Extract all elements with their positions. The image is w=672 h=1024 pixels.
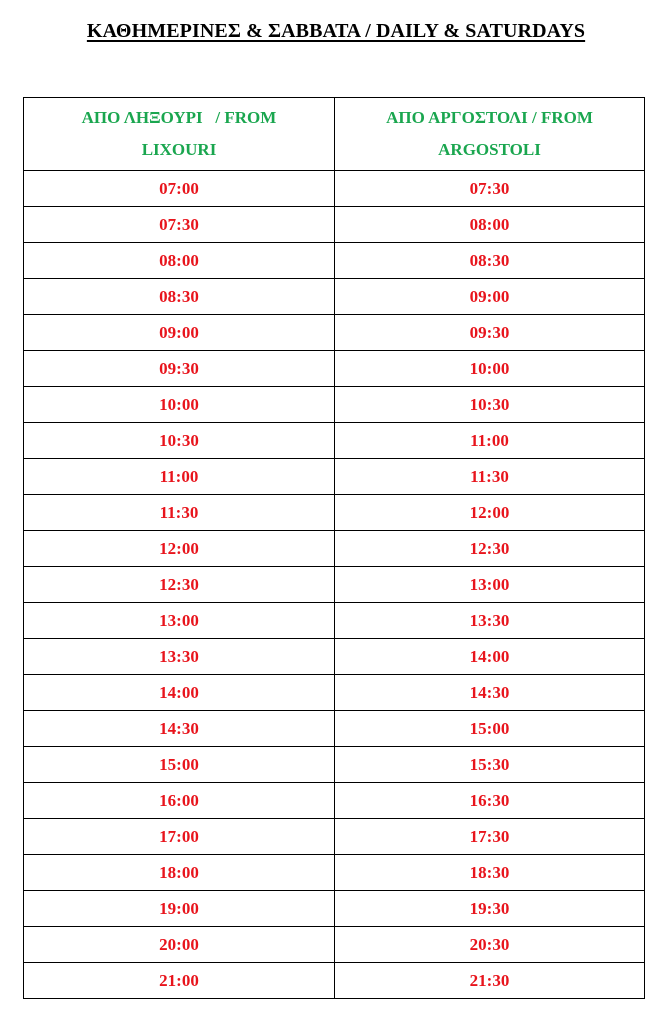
table-row <box>24 207 645 243</box>
departure-lixouri-cell: 10:30 <box>24 423 335 459</box>
departure-lixouri-cell: 18:00 <box>24 855 335 891</box>
departure-lixouri-cell: 11:30 <box>24 495 335 531</box>
departure-argostoli-cell: 10:00 <box>335 351 645 387</box>
departure-argostoli-cell: 18:30 <box>335 855 645 891</box>
departure-argostoli-cell: 14:30 <box>335 675 645 711</box>
column-header-line: ΑΠΟ ΑΡΓΟΣΤΟΛΙ / FROM <box>386 108 593 127</box>
departure-lixouri-cell: 12:00 <box>24 531 335 567</box>
departure-argostoli-cell: 09:30 <box>335 315 645 351</box>
table-row <box>24 819 645 855</box>
table-row <box>24 783 645 819</box>
table-row <box>24 675 645 711</box>
table-row <box>24 603 645 639</box>
table-row <box>24 315 645 351</box>
departure-argostoli-cell: 16:30 <box>335 783 645 819</box>
table-row <box>24 855 645 891</box>
table-row <box>24 423 645 459</box>
departure-argostoli-cell: 07:30 <box>335 171 645 207</box>
departure-argostoli-cell: 21:30 <box>335 963 645 999</box>
departure-argostoli-cell: 14:00 <box>335 639 645 675</box>
departure-argostoli-cell: 12:00 <box>335 495 645 531</box>
departure-lixouri-cell: 19:00 <box>24 891 335 927</box>
departure-argostoli-cell: 12:30 <box>335 531 645 567</box>
departure-lixouri-cell: 10:00 <box>24 387 335 423</box>
table-row <box>24 243 645 279</box>
departure-argostoli-cell: 08:00 <box>335 207 645 243</box>
departure-lixouri-cell: 14:00 <box>24 675 335 711</box>
departure-lixouri-cell: 16:00 <box>24 783 335 819</box>
departure-lixouri-cell: 08:30 <box>24 279 335 315</box>
column-header-line: LIXOURI <box>141 140 217 159</box>
table-row <box>24 351 645 387</box>
column-header-line: ΑΠΟ ΛΗΞΟΥΡΙ / FROM <box>81 108 277 127</box>
table-header-row <box>24 98 645 171</box>
departure-lixouri-cell: 13:30 <box>24 639 335 675</box>
table-row <box>24 927 645 963</box>
table-row <box>24 279 645 315</box>
departure-argostoli-cell: 09:00 <box>335 279 645 315</box>
departure-lixouri-cell: 09:30 <box>24 351 335 387</box>
table-row <box>24 495 645 531</box>
departure-lixouri-cell: 20:00 <box>24 927 335 963</box>
column-header-from-lixouri <box>24 98 335 171</box>
departure-lixouri-cell: 07:30 <box>24 207 335 243</box>
departure-argostoli-cell: 13:30 <box>335 603 645 639</box>
departure-lixouri-cell: 07:00 <box>24 171 335 207</box>
departure-argostoli-cell: 10:30 <box>335 387 645 423</box>
table-row <box>24 531 645 567</box>
table-row <box>24 387 645 423</box>
departure-lixouri-cell: 08:00 <box>24 243 335 279</box>
table-row <box>24 747 645 783</box>
departure-argostoli-cell: 17:30 <box>335 819 645 855</box>
departure-argostoli-cell: 20:30 <box>335 927 645 963</box>
departure-argostoli-cell: 11:00 <box>335 423 645 459</box>
column-header-line: ARGOSTOLI <box>438 140 541 159</box>
column-header-from-argostoli <box>335 98 645 171</box>
departure-argostoli-cell: 15:00 <box>335 711 645 747</box>
departure-lixouri-cell: 21:00 <box>24 963 335 999</box>
table-row <box>24 963 645 999</box>
departure-lixouri-cell: 11:00 <box>24 459 335 495</box>
departure-lixouri-cell: 09:00 <box>24 315 335 351</box>
departure-argostoli-cell: 08:30 <box>335 243 645 279</box>
departure-lixouri-cell: 13:00 <box>24 603 335 639</box>
table-row <box>24 567 645 603</box>
schedule-body <box>24 171 645 999</box>
departure-lixouri-cell: 17:00 <box>24 819 335 855</box>
departure-argostoli-cell: 13:00 <box>335 567 645 603</box>
table-row <box>24 171 645 207</box>
table-row <box>24 711 645 747</box>
departure-lixouri-cell: 12:30 <box>24 567 335 603</box>
departure-argostoli-cell: 19:30 <box>335 891 645 927</box>
page-title: ΚΑΘΗΜΕΡΙΝΕΣ & ΣΑΒΒΑΤΑ / DAILY & SATURDAYS <box>86 20 586 42</box>
table-row <box>24 891 645 927</box>
departure-lixouri-cell: 14:30 <box>24 711 335 747</box>
departure-argostoli-cell: 15:30 <box>335 747 645 783</box>
departure-argostoli-cell: 11:30 <box>335 459 645 495</box>
table-row <box>24 639 645 675</box>
table-row <box>24 459 645 495</box>
ferry-schedule-table <box>23 97 645 999</box>
departure-lixouri-cell: 15:00 <box>24 747 335 783</box>
